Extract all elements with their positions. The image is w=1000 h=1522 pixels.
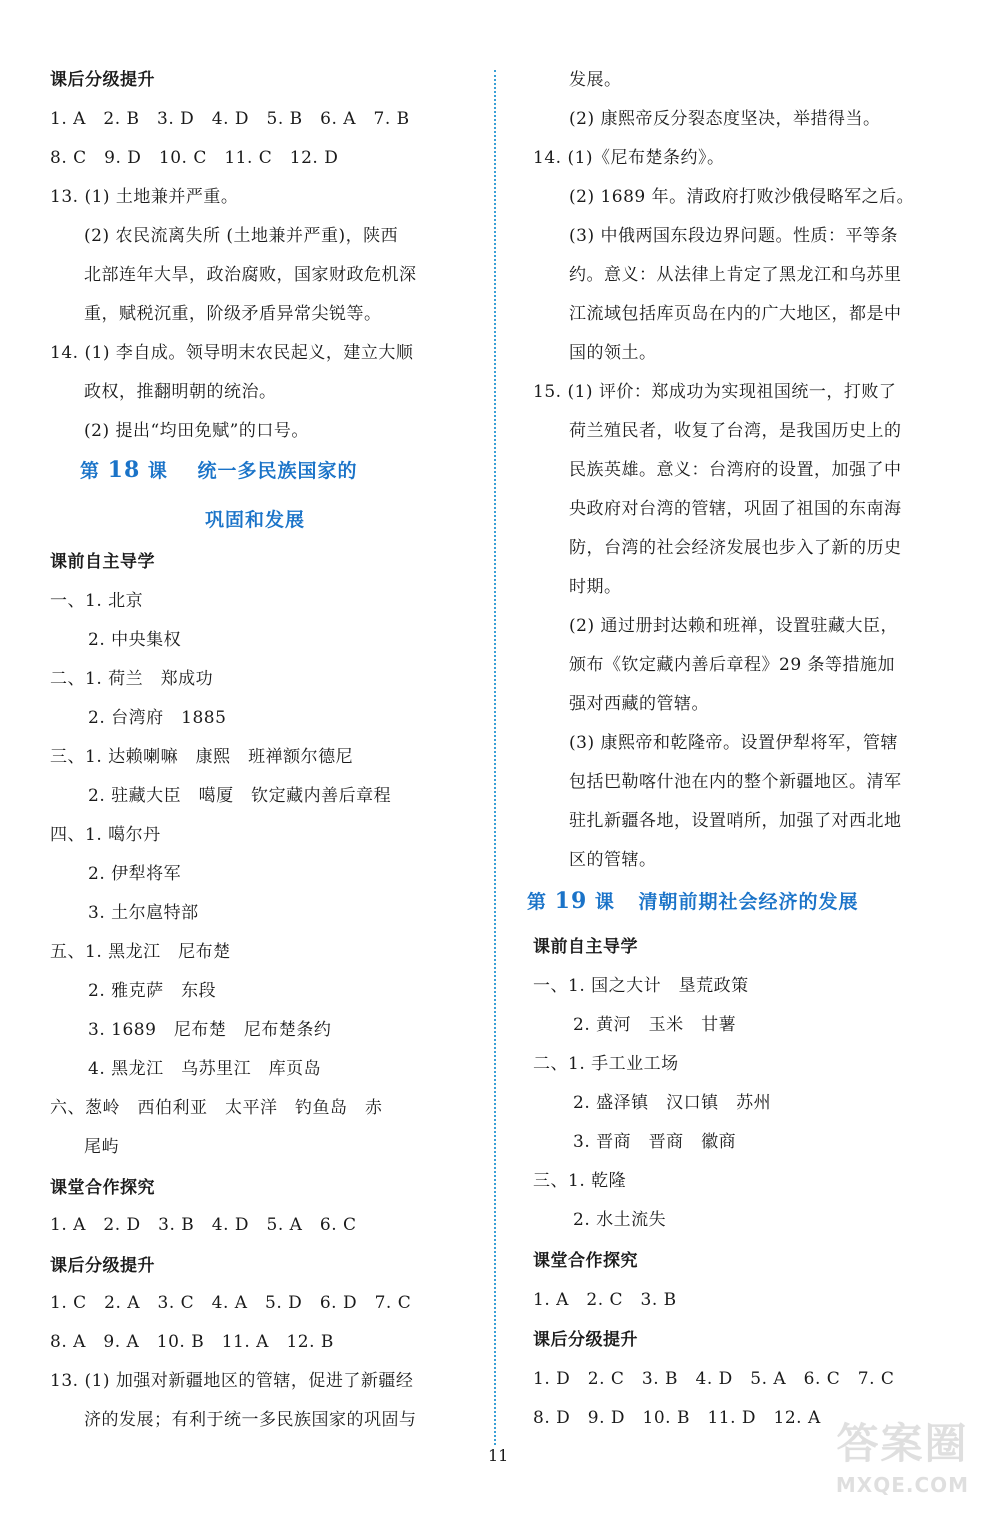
answer-line: 颁布《钦定藏内善后章程》29 条等措施加 xyxy=(569,655,896,675)
answer-line: 一、1. 北京 xyxy=(50,591,144,611)
answer-line: 14. (1) 李自成。领导明末农民起义，建立大顺 xyxy=(50,343,414,363)
answer-line: 重，赋税沉重，阶级矛盾异常尖锐等。 xyxy=(84,304,382,324)
answer-line: 2. 盛泽镇 汉口镇 苏州 xyxy=(573,1093,772,1113)
answer-line: 济的发展；有利于统一多民族国家的巩固与 xyxy=(84,1410,417,1430)
answer-line: 3. 1689 尼布楚 尼布楚条约 xyxy=(88,1020,332,1040)
answer-line: 2. 中央集权 xyxy=(88,630,182,650)
watermark-text: 答案圈 xyxy=(836,1419,969,1468)
answer-line: 荷兰殖民者，收复了台湾，是我国历史上的 xyxy=(569,421,902,441)
answer-line: 四、1. 噶尔丹 xyxy=(50,825,161,845)
answer-line: 防，台湾的社会经济发展也步入了新的历史 xyxy=(569,538,902,558)
answer-line: (2) 通过册封达赖和班禅，设置驻藏大臣， xyxy=(569,616,898,636)
answer-line: 4. 黑龙江 乌苏里江 库页岛 xyxy=(88,1059,322,1079)
answer-line: (2) 1689 年。清政府打败沙俄侵略军之后。 xyxy=(569,187,915,207)
answer-line: 三、1. 乾隆 xyxy=(533,1171,627,1191)
answer-line: 13. (1) 土地兼并严重。 xyxy=(50,187,239,207)
lesson-19-title: 第 19 课 清朝前期社会经济的发展 xyxy=(527,888,859,914)
answer-line: 2. 黄河 玉米 甘薯 xyxy=(573,1015,737,1035)
lesson-18-title-cont: 巩固和发展 xyxy=(205,509,306,531)
answer-line: 13. (1) 加强对新疆地区的管辖，促进了新疆经 xyxy=(50,1371,414,1391)
answer-line: 六、葱岭 西伯利亚 太平洋 钓鱼岛 赤 xyxy=(50,1098,383,1118)
answer-line: 三、1. 达赖喇嘛 康熙 班禅额尔德尼 xyxy=(50,747,354,767)
lesson-18-title: 第 18 课 统一多民族国家的 xyxy=(80,457,358,483)
answer-line: 时期。 xyxy=(569,577,622,597)
answer-line: 二、1. 荷兰 郑成功 xyxy=(50,669,214,689)
answer-line: 1. D 2. C 3. B 4. D 5. A 6. C 7. C xyxy=(533,1369,895,1389)
answer-line: 区的管辖。 xyxy=(569,850,657,870)
answer-line: 14. (1)《尼布楚条约》。 xyxy=(533,148,725,168)
watermark-logo xyxy=(815,1416,990,1516)
answer-line: 2. 水土流失 xyxy=(573,1210,667,1230)
answer-line: 1. C 2. A 3. C 4. A 5. D 6. D 7. C xyxy=(50,1293,412,1313)
section-heading: 课前自主导学 xyxy=(533,937,638,957)
answer-line: 2. 台湾府 1885 xyxy=(88,708,227,728)
page-number: 11 xyxy=(488,1446,509,1465)
answer-line: (2) 农民流离失所 (土地兼并严重)，陕西 xyxy=(84,226,399,246)
answer-line: 一、1. 国之大计 垦荒政策 xyxy=(533,976,749,996)
answer-line: 驻扎新疆各地，设置哨所，加强了对西北地 xyxy=(569,811,902,831)
answer-line: 1. A 2. C 3. B xyxy=(533,1290,677,1310)
answer-line: 8. D 9. D 10. B 11. D 12. A xyxy=(533,1408,821,1428)
answer-line: (3) 康熙帝和乾隆帝。设置伊犁将军，管辖 xyxy=(569,733,898,753)
section-heading: 课后分级提升 xyxy=(50,1256,155,1276)
watermark-url: MXQE.COM xyxy=(835,1473,970,1497)
section-heading: 课堂合作探究 xyxy=(50,1178,155,1198)
answer-line: 15. (1) 评价：郑成功为实现祖国统一，打败了 xyxy=(533,382,897,402)
section-heading: 课前自主导学 xyxy=(50,552,155,572)
answer-line: 五、1. 黑龙江 尼布楚 xyxy=(50,942,231,962)
answer-line: 1. A 2. B 3. D 4. D 5. B 6. A 7. B xyxy=(50,109,410,129)
answer-line: 3. 土尔扈特部 xyxy=(88,903,199,923)
answer-line: (2) 提出“均田免赋”的口号。 xyxy=(84,421,309,441)
answer-line: 2. 驻藏大臣 噶厦 钦定藏内善后章程 xyxy=(88,786,392,806)
answer-line: 1. A 2. D 3. B 4. D 5. A 6. C xyxy=(50,1215,357,1235)
answer-line: 强对西藏的管辖。 xyxy=(569,694,709,714)
answer-line: 2. 伊犁将军 xyxy=(88,864,182,884)
answer-line: 央政府对台湾的管辖，巩固了祖国的东南海 xyxy=(569,499,902,519)
answer-line: (2) 康熙帝反分裂态度坚决，举措得当。 xyxy=(569,109,881,129)
answer-line: 二、1. 手工业工场 xyxy=(533,1054,679,1074)
section-heading: 课后分级提升 xyxy=(50,70,155,90)
answer-line: 尾屿 xyxy=(84,1137,119,1157)
answer-line: 江流域包括库页岛在内的广大地区，都是中 xyxy=(569,304,902,324)
answer-line: 包括巴勒喀什池在内的整个新疆地区。清军 xyxy=(569,772,902,792)
answer-line: (3) 中俄两国东段边界问题。性质：平等条 xyxy=(569,226,898,246)
answer-line: 北部连年大旱，政治腐败，国家财政危机深 xyxy=(84,265,417,285)
answer-line: 8. C 9. D 10. C 11. C 12. D xyxy=(50,148,339,168)
answer-line: 发展。 xyxy=(569,70,622,90)
section-heading: 课后分级提升 xyxy=(533,1330,638,1350)
answer-line: 国的领土。 xyxy=(569,343,657,363)
answer-line: 3. 晋商 晋商 徽商 xyxy=(573,1132,737,1152)
answer-line: 8. A 9. A 10. B 11. A 12. B xyxy=(50,1332,334,1352)
answer-line: 政权，推翻明朝的统治。 xyxy=(84,382,277,402)
answer-line: 约。意义：从法律上肯定了黑龙江和乌苏里 xyxy=(569,265,902,285)
answer-line: 民族英雄。意义：台湾府的设置，加强了中 xyxy=(569,460,902,480)
answer-line: 2. 雅克萨 东段 xyxy=(88,981,217,1001)
column-divider xyxy=(494,70,496,1445)
section-heading: 课堂合作探究 xyxy=(533,1251,638,1271)
